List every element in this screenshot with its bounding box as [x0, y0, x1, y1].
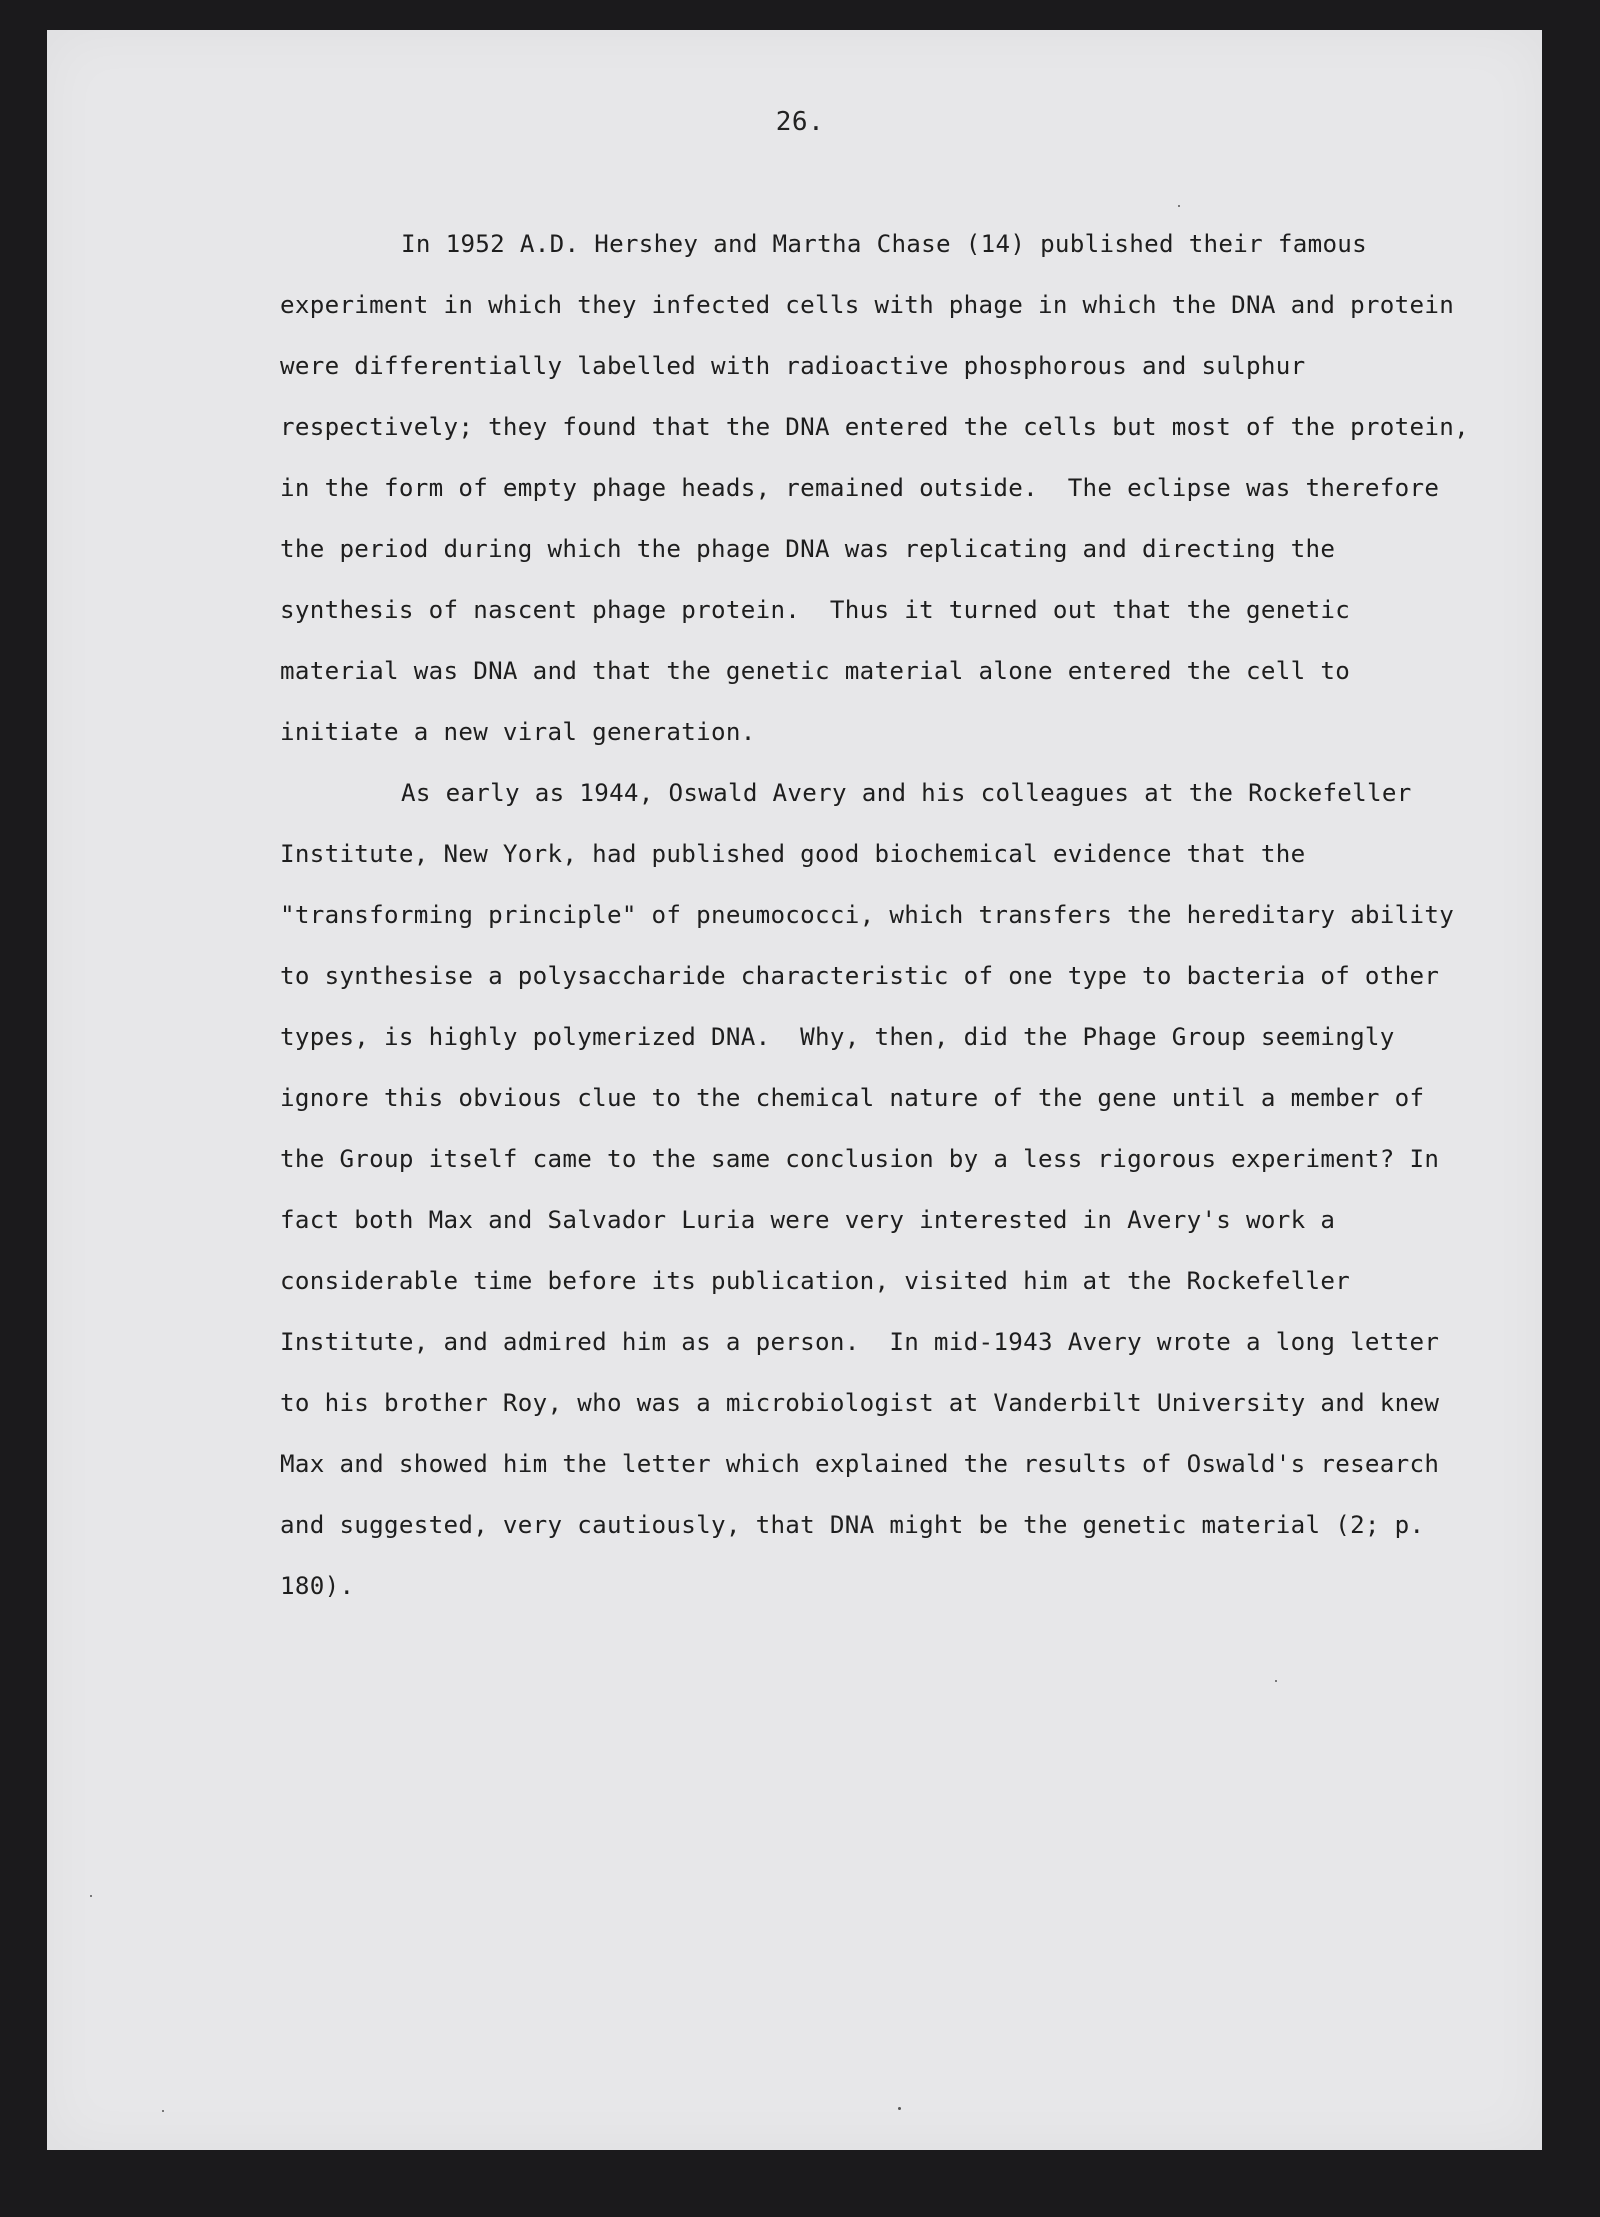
paragraph-2-line-5: types, is highly polymerized DNA. Why, then, did the Phage Group seemingly [280, 1023, 1395, 1051]
paragraph-2-line-12: Max and showed him the letter which explained the results of Oswald's research [280, 1450, 1440, 1478]
paragraph-2-line-1: As early as 1944, Oswald Avery and his colleagues at the Rockefeller [401, 779, 1412, 807]
dust-speck [898, 2107, 901, 2110]
dust-speck [1275, 1680, 1277, 1682]
paragraph-1-line-1: In 1952 A.D. Hershey and Martha Chase (14) published their famous [401, 230, 1368, 258]
paragraph-1-line-4: respectively; they found that the DNA entered the cells but most of the protein, [280, 413, 1469, 441]
paragraph-1-line-8: material was DNA and that the genetic material alone entered the cell to [280, 657, 1351, 685]
dust-speck [90, 1895, 92, 1897]
paragraph-2-line-6: ignore this obvious clue to the chemical nature of the gene until a member of [280, 1084, 1425, 1112]
paragraph-1-line-6: the period during which the phage DNA was replicating and directing the [280, 535, 1336, 563]
paragraph-1-line-3: were differentially labelled with radioactive phosphorous and sulphur [280, 352, 1306, 380]
paragraph-1-line-7: synthesis of nascent phage protein. Thus it turned out that the genetic [280, 596, 1351, 624]
paragraph-2-line-11: to his brother Roy, who was a microbiologist at Vanderbilt University and knew [280, 1389, 1440, 1417]
dust-speck [1178, 205, 1180, 207]
paragraph-2-line-7: the Group itself came to the same conclusion by a less rigorous experiment? In [280, 1145, 1440, 1173]
paragraph-2-line-14: 180). [280, 1572, 355, 1600]
paragraph-2-line-13: and suggested, very cautiously, that DNA might be the genetic material (2; p. [280, 1511, 1425, 1539]
paragraph-1-line-5: in the form of empty phage heads, remained outside. The eclipse was therefore [280, 474, 1440, 502]
paragraph-2-line-8: fact both Max and Salvador Luria were very interested in Avery's work a [280, 1206, 1336, 1234]
paragraph-1-line-2: experiment in which they infected cells with phage in which the DNA and protein [280, 291, 1455, 319]
paragraph-2-line-4: to synthesise a polysaccharide characteristic of one type to bacteria of other [280, 962, 1440, 990]
paragraph-2-line-10: Institute, and admired him as a person. In mid-1943 Avery wrote a long letter [280, 1328, 1440, 1356]
dust-speck [162, 2110, 164, 2112]
paragraph-2-line-9: considerable time before its publication, visited him at the Rockefeller [280, 1267, 1351, 1295]
page-number: 26. [775, 107, 825, 137]
paragraph-1-line-9: initiate a new viral generation. [280, 718, 756, 746]
paragraph-2-line-3: "transforming principle" of pneumococci, which transfers the hereditary ability [280, 901, 1455, 929]
paragraph-2-line-2: Institute, New York, had published good biochemical evidence that the [280, 840, 1306, 868]
